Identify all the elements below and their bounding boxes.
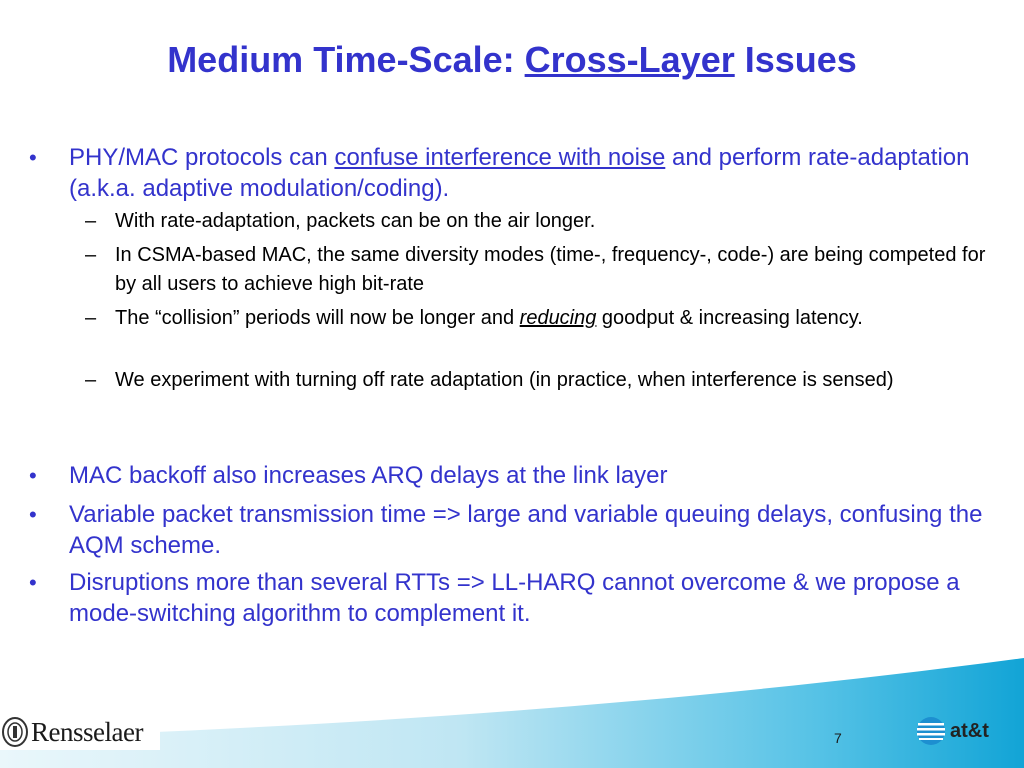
- dash-marker: –: [85, 369, 97, 391]
- bullet-item: [29, 499, 1004, 561]
- bullet-text: PHY/MAC protocols can: [69, 144, 335, 171]
- title-text-start: Medium Time-Scale:: [167, 39, 525, 80]
- sub-bullet-text: In CSMA-based MAC, the same diversity modes (time-, frequency-, code-) are being competed for by all users to achieve high bit-rate: [115, 244, 986, 295]
- sub-bullet-text: The “collision” periods will now be longer and: [115, 307, 520, 329]
- bullet-marker: •: [29, 145, 37, 170]
- rensselaer-wordmark: Rensselaer: [31, 716, 143, 747]
- bullet-marker: •: [29, 502, 37, 527]
- bullet-text: MAC backoff also increases ARQ delays at the link layer: [69, 462, 668, 489]
- rensselaer-logo: [0, 714, 160, 750]
- bullet-underlined-text: confuse interference with noise: [334, 144, 666, 171]
- footer-wave-band: [0, 658, 1024, 768]
- att-logo: [916, 716, 989, 746]
- sub-bullet-item: [85, 366, 995, 395]
- bullet-item: [29, 142, 1004, 204]
- dash-marker: –: [85, 307, 97, 329]
- bullet-text: Variable packet transmission time => large and variable queuing delays, confusing the AQM scheme.: [69, 501, 983, 559]
- sub-bullet-text: goodput & increasing latency.: [596, 307, 863, 329]
- title-text-end: Issues: [734, 39, 857, 80]
- att-wordmark: at&t: [950, 719, 989, 742]
- sub-bullet-item: [85, 207, 995, 236]
- dash-marker: –: [85, 210, 97, 232]
- sub-bullet-item: [85, 304, 995, 333]
- bullet-marker: •: [29, 463, 37, 488]
- title-underlined-text: Cross-Layer: [524, 39, 735, 80]
- bullet-text: Disruptions more than several RTTs => LL-HARQ cannot overcome & we propose a mode-switching algorithm to complement it.: [69, 569, 960, 627]
- bullet-item: [29, 460, 1004, 491]
- bullet-marker: •: [29, 570, 37, 595]
- sub-bullet-text: With rate-adaptation, packets can be on the air longer.: [115, 210, 596, 232]
- att-globe-icon: [916, 716, 946, 746]
- bullet-text: and perform rate-adaptation (a.k.a. adaptive modulation/coding).: [69, 144, 970, 202]
- slide-title: [0, 38, 1024, 82]
- bullet-item: [29, 567, 1004, 629]
- seal-icon: [2, 717, 28, 747]
- sub-bullet-item: [85, 241, 995, 299]
- dash-marker: –: [85, 244, 97, 266]
- sub-bullet-emphasis: reducing: [519, 307, 597, 329]
- page-number: 7: [834, 730, 842, 746]
- sub-bullet-text: We experiment with turning off rate adaptation (in practice, when interference is sensed): [115, 369, 894, 391]
